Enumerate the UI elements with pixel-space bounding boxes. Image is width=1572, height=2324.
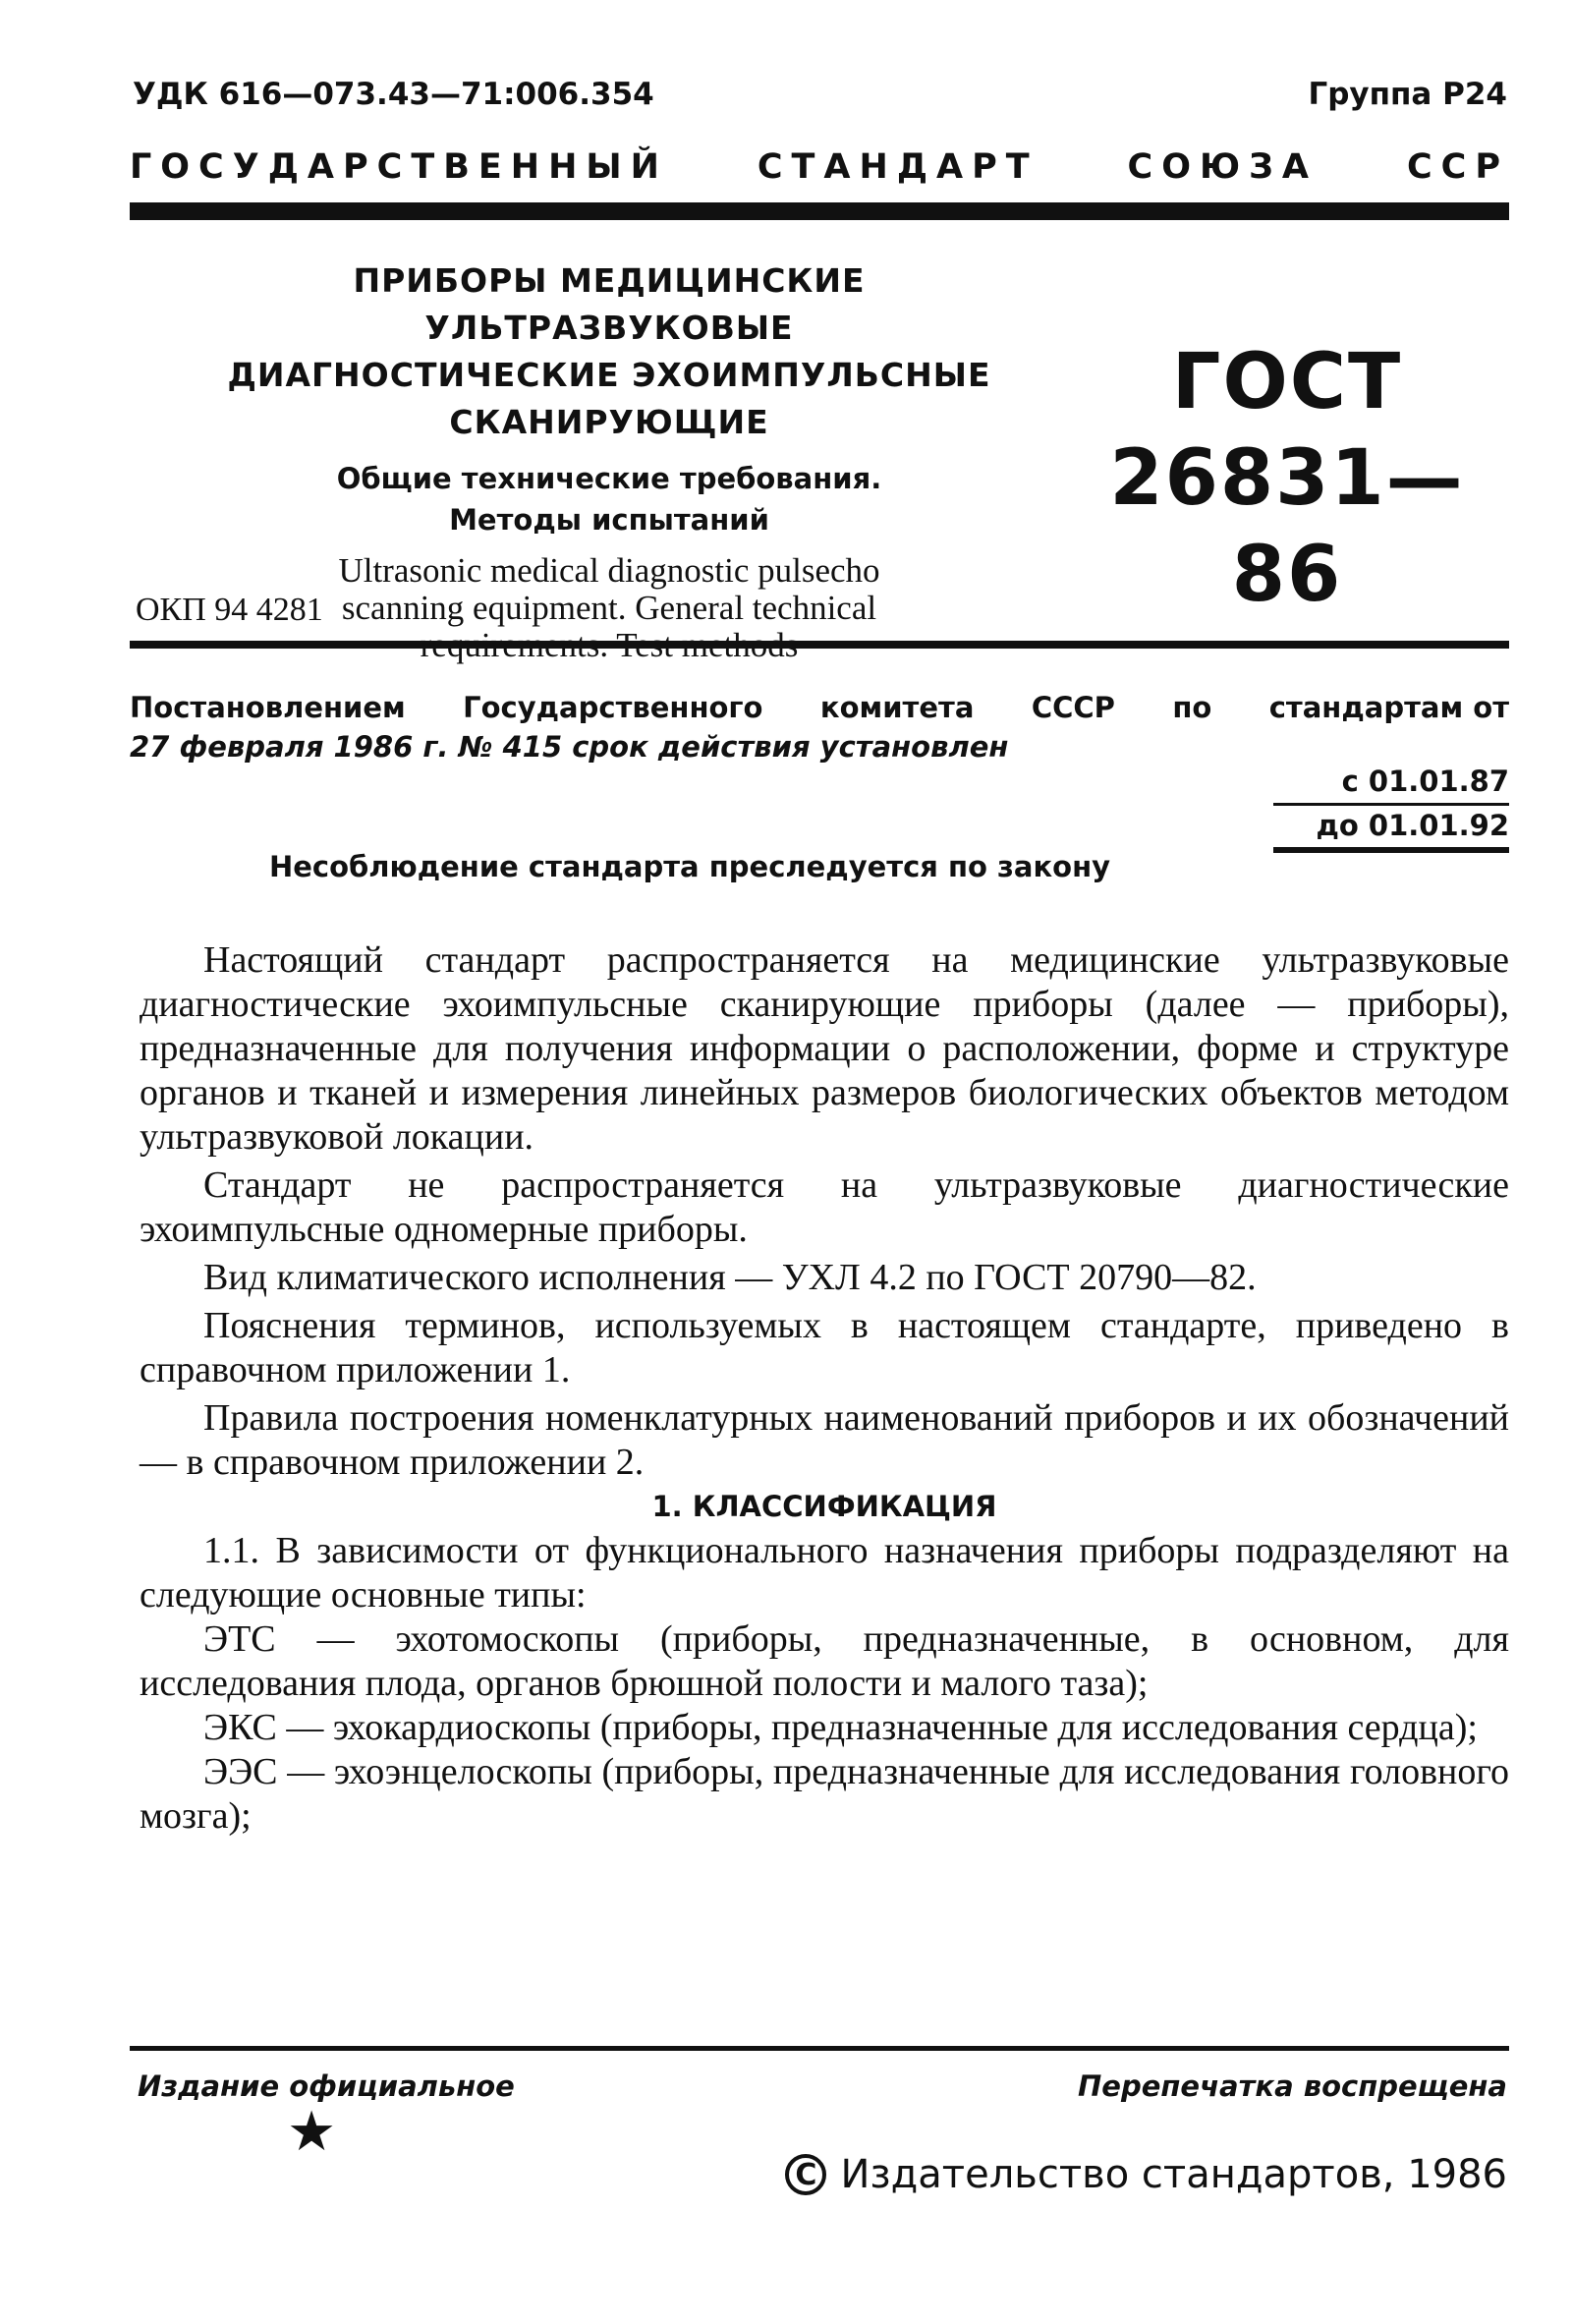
title-divider [130, 641, 1509, 649]
subtitle-line: Общие технические требования. [336, 462, 882, 495]
decree-word: по [1172, 691, 1212, 724]
compliance-notice: Несоблюдение стандарта преследуется по закону [268, 850, 1111, 883]
paragraph: Вид климатического исполнения — УХЛ 4.2 по ГОСТ 20790—82. [203, 1257, 1257, 1298]
state-standard-word: ГОСУДАРСТВЕННЫЙ [130, 147, 668, 187]
decree-word: Государственного [463, 691, 763, 724]
subtitle [177, 458, 1041, 540]
paragraph: ЭКС — эхокардиоскопы (приборы, предназначенные для исследования сердца); [203, 1707, 1478, 1748]
title-line: ДИАГНОСТИЧЕСКИЕ ЭХОИМПУЛЬСНЫЕ [227, 356, 991, 394]
section-heading: 1. КЛАССИФИКАЦИЯ [651, 1490, 997, 1523]
state-standard-word: СТАНДАРТ [757, 147, 1039, 187]
gost-designation [1091, 334, 1484, 623]
paragraph: ЭЭС — эхоэнцелоскопы (приборы, предназначенные для исследования головного мозга); [140, 1751, 1509, 1837]
decree-word: СССР [1031, 691, 1115, 724]
title-line: ПРИБОРЫ МЕДИЦИНСКИЕ УЛЬТРАЗВУКОВЫЕ [353, 261, 866, 347]
english-title-line: scanning equipment. General technical [341, 589, 877, 627]
decree-word: комитета [819, 691, 975, 724]
decree-text [130, 688, 1509, 766]
paragraph: ЭТС — эхотомоскопы (приборы, предназначенные, в основном, для исследования плода, органов брюшной полости и малого таза); [140, 1618, 1509, 1704]
decree-word: Постановлением [130, 691, 406, 724]
state-standard-word: СОЮЗА [1127, 147, 1319, 187]
publisher-name: Издательство стандартов, 1986 [840, 2152, 1507, 2197]
star-icon: ★ [287, 2100, 337, 2164]
gost-number: 26831—86 [1109, 434, 1465, 619]
header-divider [130, 202, 1509, 220]
paragraph: Пояснения терминов, используемых в настоящем стандарте, приведено в справочном приложении 1. [140, 1305, 1509, 1390]
okp-code: ОКП 94 4281 [136, 592, 323, 628]
paragraph: Настоящий стандарт распространяется на медицинские ультразвуковые диагностические эхоимпульсные сканирующие приборы (далее — приборы), предназначенные для получения информации о расположении, форме и структуре органов и тканей и измерения линейных размеров биологических объектов методом ультразвуковой локации. [140, 939, 1509, 1158]
paragraph: Стандарт не распространяется на ультразвуковые диагностические эхоимпульсные одномерные приборы. [140, 1164, 1509, 1250]
english-title-line: Ultrasonic medical diagnostic pulsecho [338, 551, 880, 590]
decree-line-2: 27 февраля 1986 г. № 415 срок действия установлен [130, 730, 1009, 764]
official-edition: Издание официальное [138, 2069, 515, 2103]
date-to: до 01.01.92 [1273, 806, 1509, 853]
state-standard-heading [130, 147, 1509, 187]
body-text [140, 938, 1509, 1839]
decree-line-1 [130, 688, 1509, 727]
validity-dates [1273, 762, 1509, 853]
date-from: с 01.01.87 [1273, 762, 1509, 806]
paragraph: Правила построения номенклатурных наименований приборов и их обозначений — в справочном приложении 2. [140, 1397, 1509, 1483]
subtitle-line: Методы испытаний [449, 503, 769, 537]
group-code: Группа Р24 [1308, 77, 1507, 112]
decree-word: стандартам от [1268, 691, 1509, 724]
paragraph: 1.1. В зависимости от функционального назначения приборы подразделяют на следующие основные типы: [140, 1530, 1509, 1615]
gost-label: ГОСТ [1171, 338, 1403, 426]
state-standard-word: ССР [1406, 147, 1509, 187]
publisher-line [785, 2152, 1507, 2197]
udk-code: УДК 616—073.43—71:006.354 [133, 77, 654, 112]
title-line: СКАНИРУЮЩИЕ [449, 403, 769, 441]
footer-divider [130, 2046, 1509, 2051]
copyright-icon: C [785, 2154, 826, 2195]
reprint-prohibited: Перепечатка воспрещена [1078, 2069, 1507, 2103]
